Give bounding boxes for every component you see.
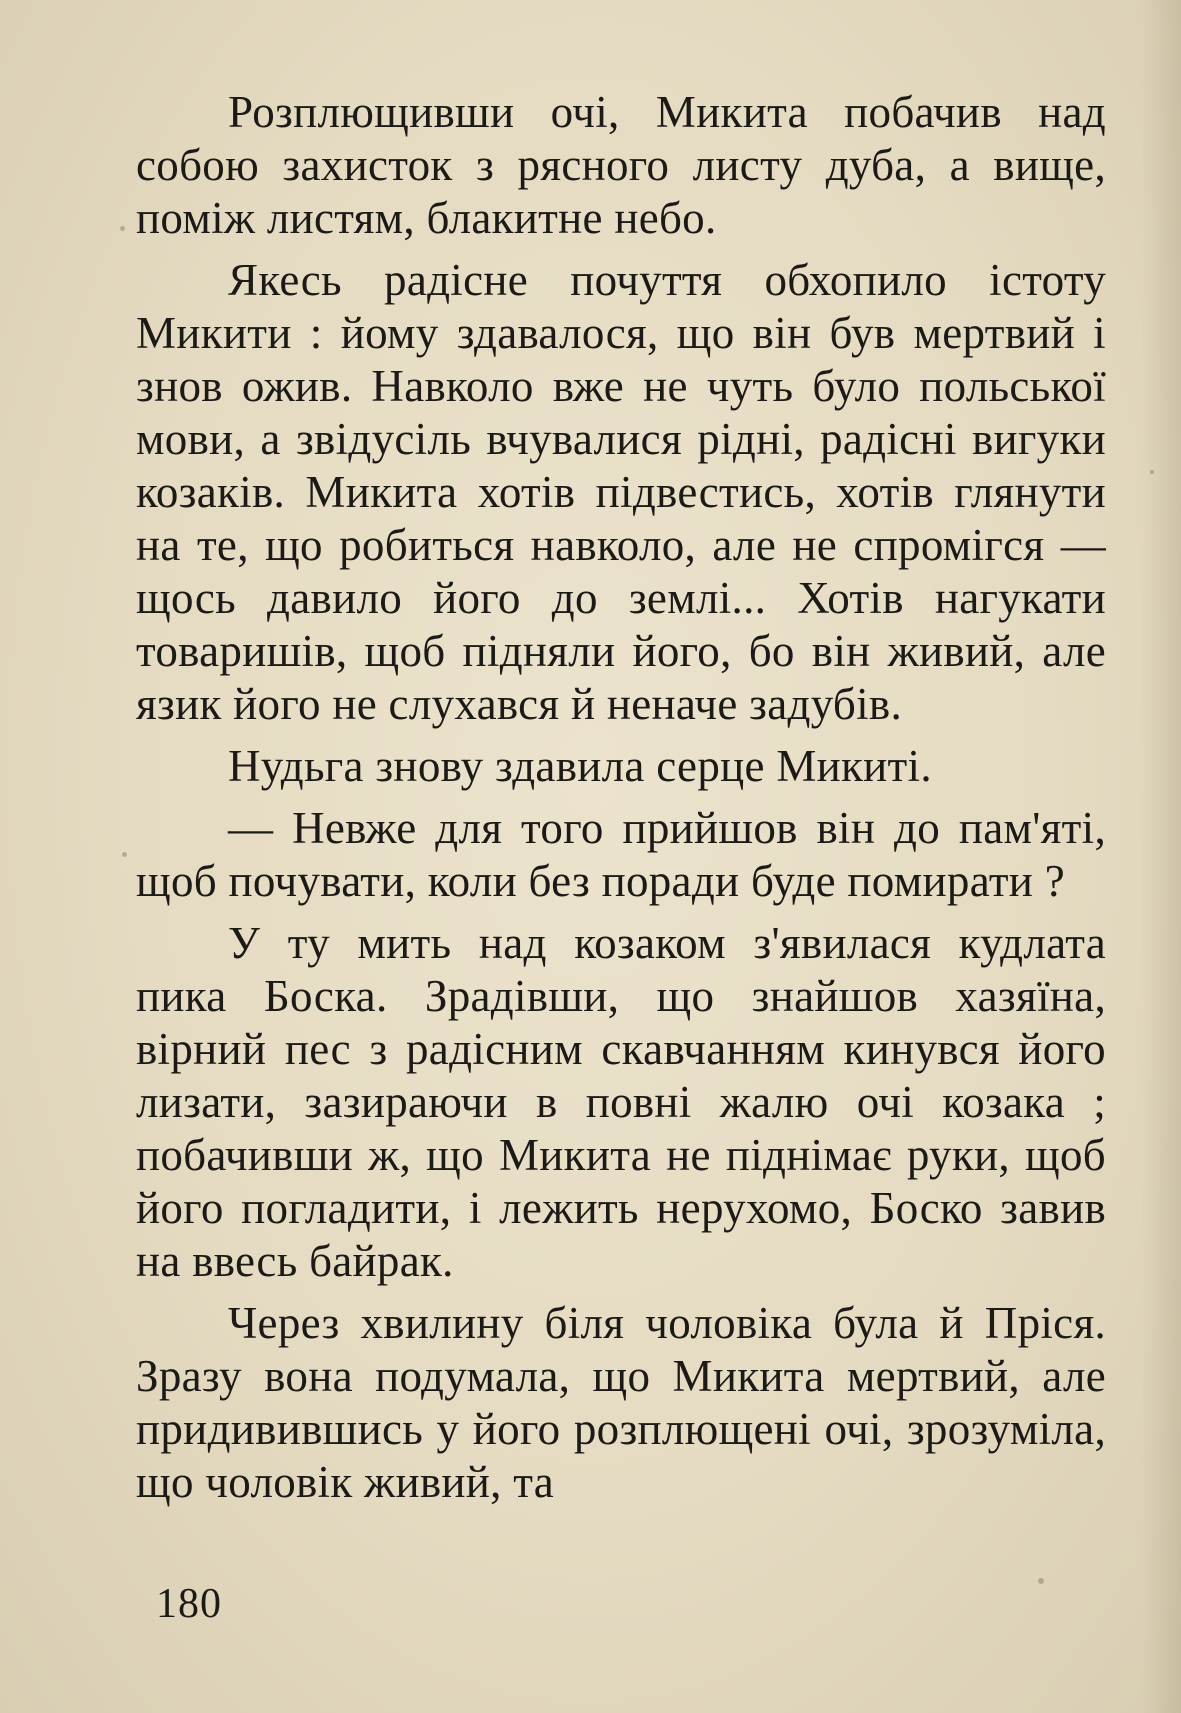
page-number: 180 <box>156 1581 222 1627</box>
paper-speck <box>122 852 127 857</box>
paper-speck <box>1150 470 1154 474</box>
page-edge-shadow <box>1141 0 1181 1713</box>
body-text <box>136 86 1106 1518</box>
paragraph: Через хвилину біля чоловіка була й Пріся. Зразу вона подумала, що Микита мертвий, але придивившись у його розплющені очі, зрозуміла, що чоловік живий, та <box>136 1298 1106 1507</box>
paragraph: У ту мить над козаком з'явилася кудлата пика Боска. Зрадівши, що знайшов хазяїна, вірний пес з радісним скавчанням кинувся його лизати, зазираючи в повні жалю очі козака ; побачивши ж, що Микита не піднімає руки, щоб його погладити, і лежить нерухомо, Боско завив на ввесь байрак. <box>136 918 1106 1286</box>
paragraph: Якесь радісне почуття обхопило істоту Микити : йому здавалося, що він був мертвий і знов ожив. Навколо вже не чуть було польської мови, а звідусіль вчувалися рідні, радісні вигуки козаків. Микита хотів підвестись, хотів глянути на те, що робиться навколо, але не спромігся — щось давило його до землі... Хотів нагукати товаришів, щоб підняли його, бо він живий, але язик його не слухався й неначе задубів. <box>136 255 1106 729</box>
paper-speck <box>120 226 125 231</box>
paragraph: Розплющивши очі, Микита побачив над собою захисток з рясного листу дуба, а вище, поміж листям, блакитне небо. <box>136 87 1106 243</box>
paper-speck <box>1038 1578 1044 1584</box>
paragraph: — Невже для того прийшов він до пам'яті, щоб почувати, коли без поради буде помирати ? <box>136 803 1106 906</box>
paragraph: Нудьга знову здавила серце Микиті. <box>228 741 932 791</box>
